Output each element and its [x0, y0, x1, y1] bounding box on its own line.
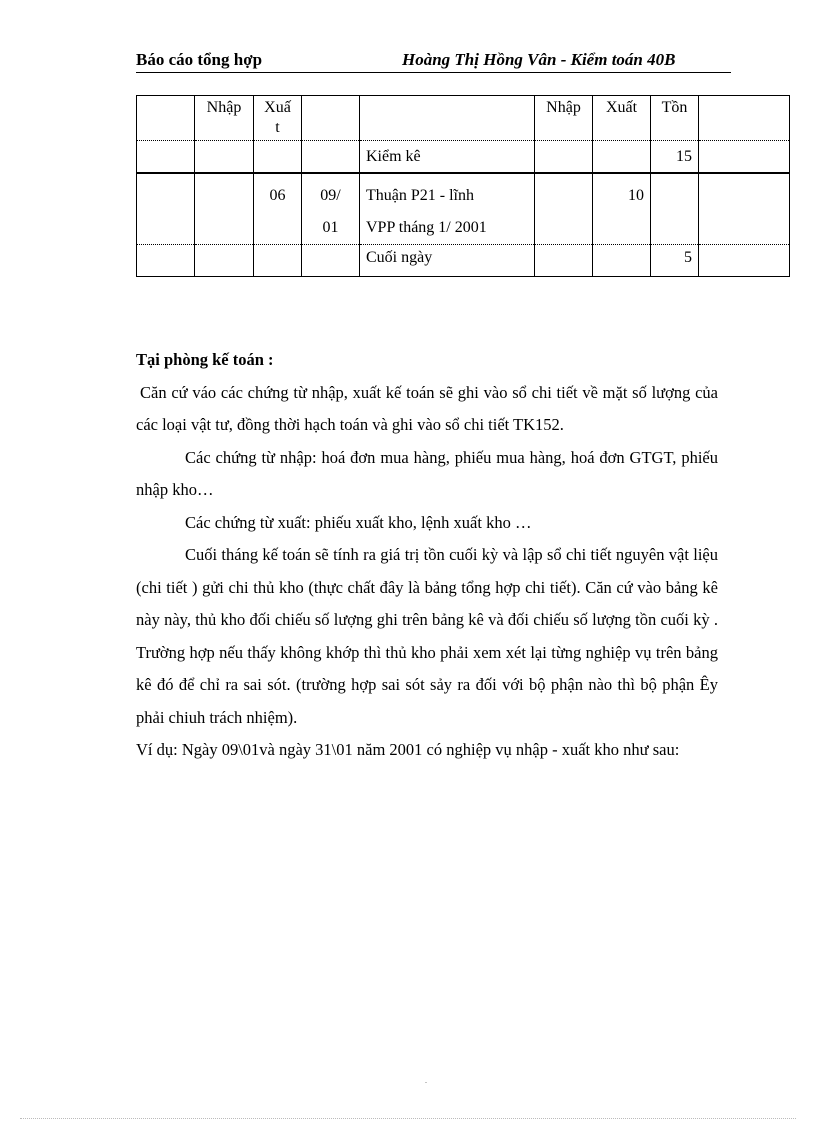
page-bottom-rule — [20, 1118, 796, 1119]
row-desc-line2: VPP tháng 1/ 2001 — [366, 218, 487, 236]
row-description: Kiểm kê — [360, 141, 535, 173]
section-heading: Tại phòng kế toán : — [136, 350, 274, 369]
footer-mark: . — [425, 1076, 427, 1085]
row-description — [360, 173, 535, 245]
header-cell-ton-qty: Tồn — [651, 96, 699, 141]
row-ngay-line1: 09/ — [320, 186, 341, 204]
paragraph-2: Các chứng từ nhập: hoá đơn mua hàng, phiếu mua hàng, hoá đơn GTGT, phiếu nhập kho… — [136, 447, 718, 499]
header-xuat-line2: t — [275, 119, 280, 136]
header-cell-9 — [699, 96, 790, 141]
table-row — [137, 173, 790, 245]
header-cell-nhap-doc: Nhập — [195, 96, 254, 141]
stock-ledger-table — [136, 95, 790, 277]
paragraph-4: Cuối tháng kế toán sẽ tính ra giá trị tồn cuối kỳ và lập sổ chi tiết nguyên vật liệu (chi tiết ) gửi chi thủ kho (thực chất đây là bảng tổng hợp chi tiết). Căn cứ vào bảng kê này này, thủ kho đối chiếu số lượng ghi trên bảng kê và đối chiếu số lượng tồn cuối kỳ . Trường hợp nếu thấy không khớp thì thủ kho phải xem xét lại từng nghiệp vụ trên bảng kê đó để chỉ ra sai sót. (trường hợp sai sót sảy ra đối với bộ phận nào thì bộ phận Êy phải chiuh trách nhiệm). — [136, 545, 718, 727]
row-ngay-line2: 01 — [322, 218, 339, 236]
header-cell-5 — [360, 96, 535, 141]
table-row — [137, 141, 790, 173]
row-ton: 15 — [651, 141, 699, 173]
paragraph-3: Các chứng từ xuất: phiếu xuất kho, lệnh xuất kho … — [185, 512, 532, 532]
table-row — [137, 244, 790, 276]
row-xuat: 10 — [593, 173, 651, 245]
header-cell-4 — [302, 96, 360, 141]
page-header — [136, 50, 731, 73]
table-header-row — [137, 96, 790, 141]
header-cell-xuat-qty: Xuất — [593, 96, 651, 141]
row-desc-line1: Thuận P21 - lĩnh — [366, 186, 474, 204]
header-cell-1 — [137, 96, 195, 141]
header-report-title: Báo cáo tổng hợp — [136, 50, 263, 69]
header-xuat-line1: Xuấ — [264, 99, 291, 116]
row-ton: 5 — [651, 244, 699, 276]
paragraph-5: Ví dụ: Ngày 09\01và ngày 31\01 năm 2001 có nghiệp vụ nhập - xuất kho như sau: — [136, 740, 680, 759]
row-description: Cuối ngày — [360, 244, 535, 276]
row-ngay — [302, 173, 360, 245]
body-text — [136, 344, 718, 767]
row-phieu-xuat: 06 — [254, 173, 302, 245]
header-author: Hoàng Thị Hồng Vân - Kiểm toán 40B — [402, 50, 676, 69]
header-cell-nhap-qty: Nhập — [535, 96, 593, 141]
header-cell-xuat-doc — [254, 96, 302, 141]
paragraph-1: Căn cứ váo các chứng từ nhập, xuất kế toán sẽ ghi vào sổ chi tiết về mặt số lượng của các loại vật tư, đồng thời hạch toán và ghi vào sổ chi tiết TK152. — [136, 382, 718, 434]
